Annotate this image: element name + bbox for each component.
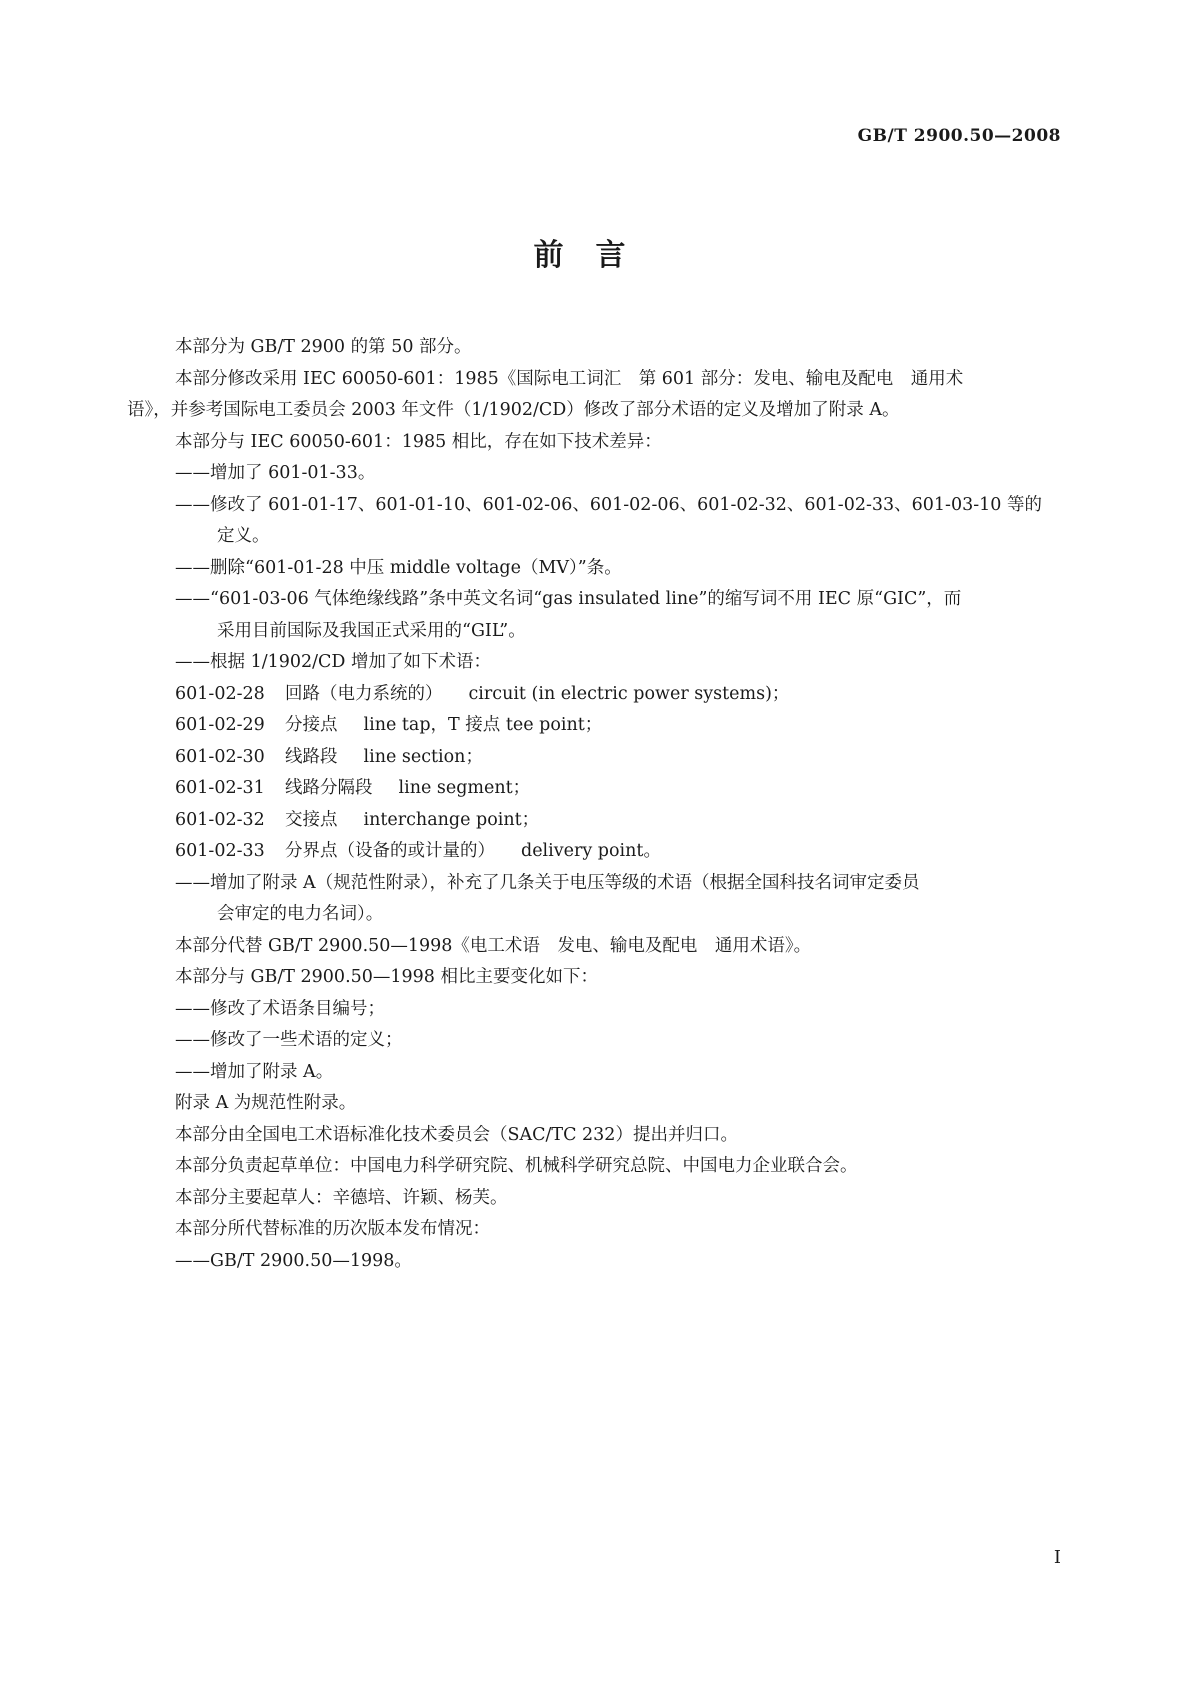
paragraph: 本部分主要起草人：辛德培、许颖、杨芙。 xyxy=(175,1187,508,1208)
dash-item: ——“601-03-06 气体绝缘线路”条中英文名词“gas insulated line”的缩写词不用 IEC 原“GIC”，而 xyxy=(175,589,962,609)
dash-item: ——增加了附录 A。 xyxy=(175,1061,334,1082)
paragraph: 本部分与 IEC 60050-601：1985 相比，存在如下技术差异： xyxy=(175,431,662,452)
page-title: 前言 xyxy=(533,238,658,273)
dash-item-continuation: 会审定的电力名词）。 xyxy=(217,904,384,924)
term-zh: 线路分隔段 xyxy=(285,778,373,798)
paragraph: 本部分代替 GB/T 2900.50—1998《电工术语 发电、输电及配电 通用术语》。 xyxy=(175,935,812,956)
dash-item: ——修改了一些术语的定义； xyxy=(175,1030,403,1050)
term-zh: 交接点 xyxy=(285,809,338,830)
paragraph: 本部分所代替标准的历次版本发布情况： xyxy=(175,1219,490,1239)
dash-item: ——根据 1/1902/CD 增加了如下术语： xyxy=(175,652,492,672)
term-zh: 线路段 xyxy=(285,746,338,767)
document-body xyxy=(127,332,1055,1277)
term-en: line section； xyxy=(363,746,483,767)
term-zh: 分界点（设备的或计量的） xyxy=(285,841,495,861)
dash-item: ——修改了术语条目编号； xyxy=(175,998,385,1019)
paragraph-continuation: 语》，并参考国际电工委员会 2003 年文件（1/1902/CD）修改了部分术语的定义及增加了附录 A。 xyxy=(127,400,900,420)
paragraph: 本部分为 GB/T 2900 的第 50 部分。 xyxy=(175,337,472,357)
dash-item-continuation: 采用目前国际及我国正式采用的“GIL”。 xyxy=(217,620,526,641)
dash-item: ——修改了 601-01-17、601-01-10、601-02-06、601-02-06、601-02-32、601-02-33、601-03-10 等的 xyxy=(175,494,1042,515)
dash-item-continuation: 定义。 xyxy=(217,526,270,546)
term-code: 601-02-29 xyxy=(175,715,265,735)
term-entry xyxy=(175,805,1055,837)
term-en: interchange point； xyxy=(363,809,540,830)
term-entry xyxy=(175,710,1055,742)
term-zh: 分接点 xyxy=(285,715,338,735)
term-entry xyxy=(175,836,1055,868)
term-code: 601-02-31 xyxy=(175,778,265,798)
dash-item: ——增加了 601-01-33。 xyxy=(175,463,376,483)
dash-item: ——增加了附录 A（规范性附录），补充了几条关于电压等级的术语（根据全国科技名词审定委员 xyxy=(175,872,920,893)
term-code: 601-02-33 xyxy=(175,841,265,861)
term-code: 601-02-32 xyxy=(175,809,265,830)
term-code: 601-02-30 xyxy=(175,746,265,767)
term-entry xyxy=(175,679,1055,711)
term-en: delivery point。 xyxy=(521,841,661,861)
dash-item: ——GB/T 2900.50—1998。 xyxy=(175,1250,412,1271)
page-number: I xyxy=(1053,1547,1061,1568)
dash-item: ——删除“601-01-28 中压 middle voltage（MV）”条。 xyxy=(175,557,622,578)
term-code: 601-02-28 xyxy=(175,683,265,704)
term-zh: 回路（电力系统的） xyxy=(285,683,443,704)
standard-code: GB/T 2900.50—2008 xyxy=(857,126,1061,146)
paragraph: 本部分由全国电工术语标准化技术委员会（SAC/TC 232）提出并归口。 xyxy=(175,1124,738,1145)
term-en: circuit (in electric power systems)； xyxy=(468,683,790,704)
term-en: line segment； xyxy=(398,778,531,798)
paragraph: 附录 A 为规范性附录。 xyxy=(175,1093,357,1113)
paragraph: 本部分负责起草单位：中国电力科学研究院、机械科学研究总院、中国电力企业联合会。 xyxy=(175,1156,858,1176)
term-entry xyxy=(175,742,1055,774)
term-entry xyxy=(175,773,1055,805)
term-en: line tap，T 接点 tee point； xyxy=(363,715,603,735)
paragraph: 本部分与 GB/T 2900.50—1998 相比主要变化如下： xyxy=(175,967,598,987)
paragraph: 本部分修改采用 IEC 60050-601：1985《国际电工词汇 第 601 部分：发电、输电及配电 通用术 xyxy=(175,368,964,389)
